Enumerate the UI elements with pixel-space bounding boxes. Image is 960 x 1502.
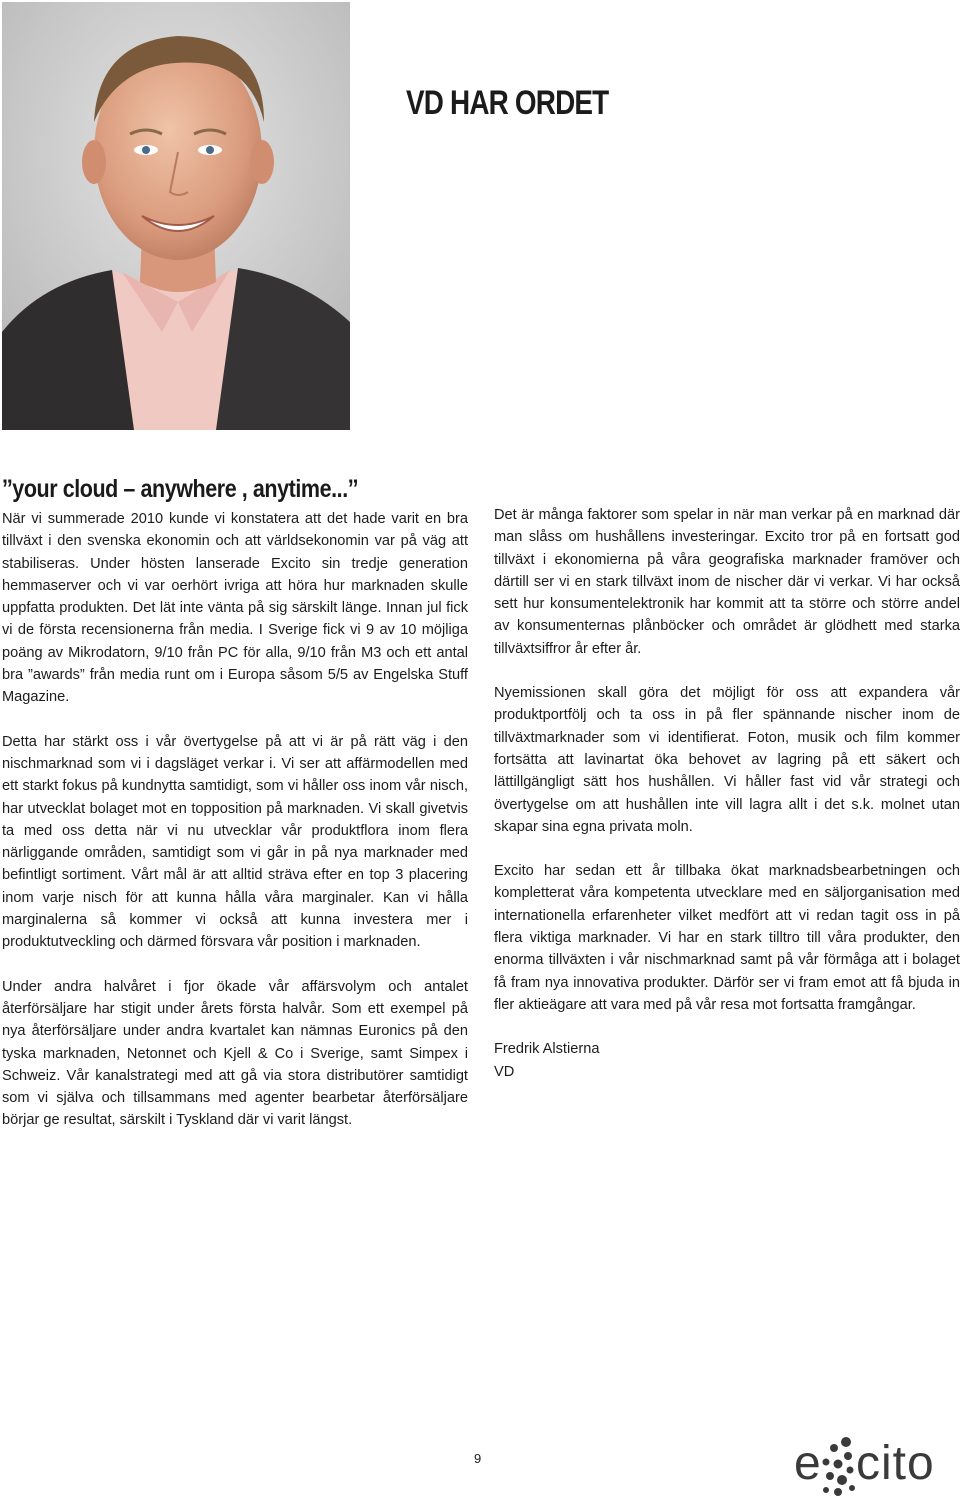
logo-letter-e: e bbox=[794, 1437, 821, 1490]
left-text-column bbox=[2, 472, 468, 1132]
paragraph: Det är många faktorer som spelar in när man verkar på en marknad där man slåss om hushållens investeringar. Excito tror på en fortsatt god tillväxt i ekonomierna på våra geografiska marknader framöver och därtill ser vi en stark tillväxt inom de nischer där vi verkar. Vi har också sett hur konsumentelektronik har kommit att ta större och större andel av konsumenternas plånböcker och området är glödhett med starka tillväxtsiffror år efter år. bbox=[494, 507, 960, 657]
paragraph: Excito har sedan ett år tillbaka ökat marknadsbearbetningen och kompletterat våra kompetenta utvecklare med en säljorganisation med internationella erfarenheter vilket medfört att vi redan tagit oss in på flera viktiga marknader. Vi har en stark tilltro till våra produkter, den enorma tillväxten i vår nischmarknad samt på vår förmåga att i bolaget få fram nya innovativa produkter. Därför ser vi fram emot att få bjuda in fler aktieägare att vara med på vår resa mot fortsatta framgångar. bbox=[494, 863, 960, 1013]
paragraph: Detta har stärkt oss i vår övertygelse på att vi är på rätt väg i den nischmarknad som vi i dagsläget verkar i. Vi ser att affärmodellen med ett starkt fokus på kundnytta samtidigt, som vi håller oss inom vår nisch, har utvecklat bolaget mot en topposition på marknaden. Vi skall givetvis ta med oss detta när vi nu utvecklar vår produktflora inom flera närliggande områden, samtidigt som vi går in på nya marknader med befintligt sortiment. Vårt mål är att alltid sträva efter en top 3 placering inom varje nisch för att kunna hålla våra marginaler. Kan vi hålla marginalerna så kommer vi också att kunna investera mer i produktutveckling och därmed försvara vår position i marknaden. bbox=[2, 733, 468, 951]
logo-dots-icon bbox=[818, 1434, 858, 1498]
signature bbox=[494, 1038, 960, 1083]
portrait-illustration bbox=[2, 2, 350, 430]
page-number: 9 bbox=[474, 1451, 482, 1466]
paragraph: När vi summerade 2010 kunde vi konstatera att det hade varit en bra tillväxt i den svenska ekonomin och att världsekonomin var på väg att stabiliseras. Under hösten lanserade Excito sin tredje generation hemmaserver och vi var oerhört ivriga att höra hur marknaden skulle uppfatta produkten. Det lät inte vänta på sig särskilt länge. Innan jul fick vi de första recensionerna från media. I Sverige fick vi 9 av 10 möjliga poäng av Mikrodatorn, 9/10 från PC för alla, 9/10 från M3 och ett antal bra ”awards” från media runt om i Europa såsom 5/5 av Engelska Stuff Magazine. bbox=[2, 511, 468, 706]
paragraph: Nyemissionen skall göra det möjligt för oss att expandera vår produktportfölj och ta oss in på fler spännande nischer inom de tillväxtmarknader som vi identifierat. Foton, musik och film kommer fortsätta att lavinartat öka behovet av lagring på ett säkert och lättillgängligt sätt hos hushållen. Vi håller fast vid vår strategi och övertygelse om att hushållen inte vill lagra allt i det s.k. molnet utan skapar sina egna privata moln. bbox=[494, 685, 960, 835]
right-text-column bbox=[494, 472, 960, 1083]
logo-wordmark: cito bbox=[856, 1437, 935, 1490]
page-title: VD HAR ORDET bbox=[406, 84, 609, 122]
signature-name: Fredrik Alstierna bbox=[494, 1041, 600, 1058]
excito-logo bbox=[778, 1430, 960, 1502]
quote-heading: ’’your cloud – anywhere , anytime...’’ bbox=[2, 475, 359, 503]
paragraph: Under andra halvåret i fjor ökade vår affärsvolym och antalet återförsäljare har stigit under årets första halvår. Som ett exempel på nya återförsäljare under andra kvartalet kan nämnas Euronics på den tyska marknaden, Netonnet och Kjell & Co i Sverige, samt Simpex i Schweiz. Vår kanalstrategi med att gå via stora distributörer samtidigt som vi själva och tillsammans med agenter bearbetar återförsäljare börjar ge resultat, särskilt i Tyskland där vi varit längst. bbox=[2, 978, 468, 1129]
signature-title: VD bbox=[494, 1063, 515, 1080]
ceo-portrait-photo bbox=[2, 2, 350, 430]
